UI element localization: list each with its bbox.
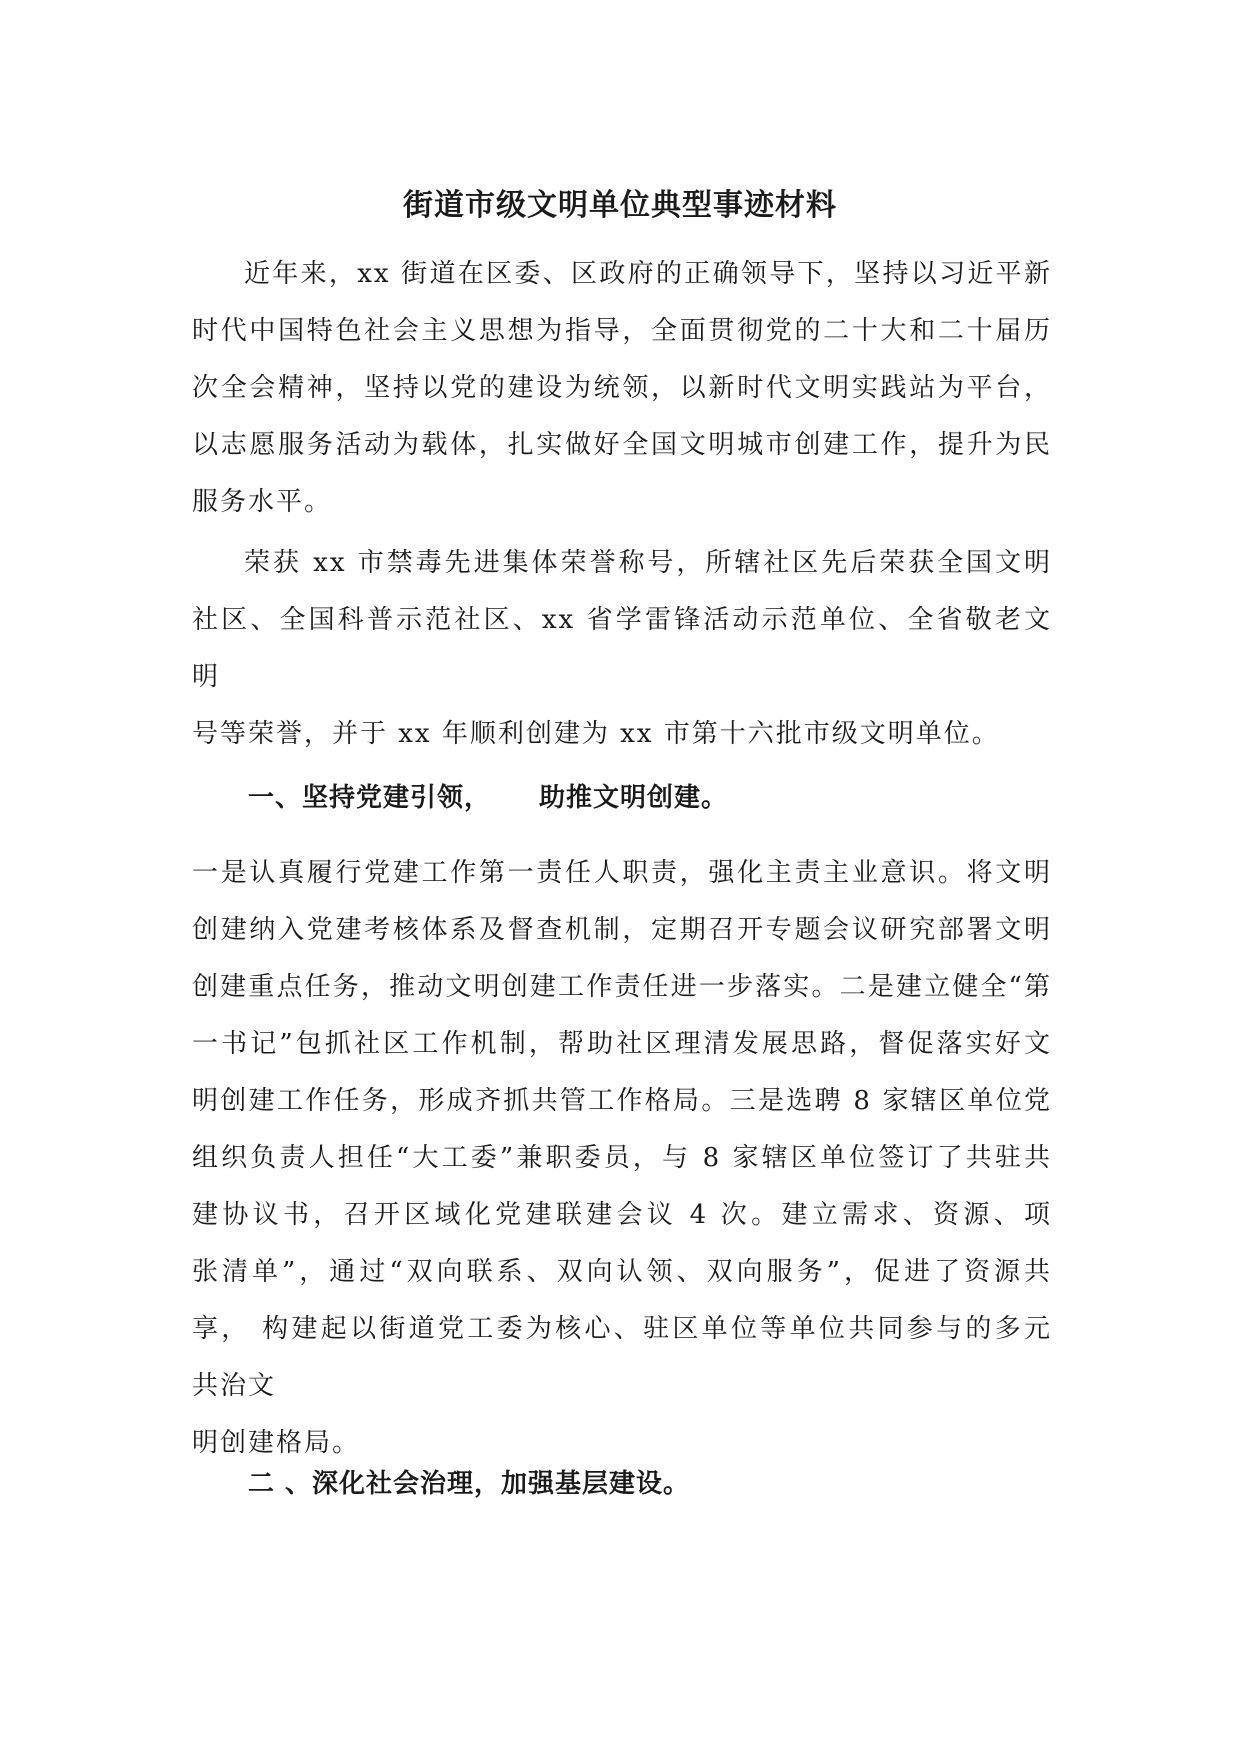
paragraph-line: 一书记”包抓社区工作机制，帮助社区理清发展思路，督促落实好文 <box>192 1029 1052 1059</box>
paragraph-line: 号等荣誉，并于 xx 年顺利创建为 xx 市第十六批市级文明单位。 <box>192 719 1000 749</box>
paragraph-line: 荣获 xx 市禁毒先进集体荣誉称号，所辖社区先后荣获全国文明 <box>244 548 1052 578</box>
paragraph-line: 以志愿服务活动为载体，扎实做好全国文明城市创建工作，提升为民 <box>192 430 1052 460</box>
section-heading-1-part1: 一、坚持党建引领， <box>248 783 492 813</box>
paragraph-party-building <box>192 845 1052 1472</box>
section-heading-1-part2: 助推文明创建。 <box>539 783 729 813</box>
paragraph-line: 创建重点任务，推动文明创建工作责任进一步落实。二是建立健全“第 <box>192 972 1052 1002</box>
paragraph-line: 一是认真履行党建工作第一责任人职责，强化主责主业意识。将文明 <box>192 858 1052 888</box>
section-heading-2: 二 、深化社会治理，加强基层建设。 <box>248 1469 691 1499</box>
paragraph-line: 创建纳入党建考核体系及督查机制，定期召开专题会议研究部署文明 <box>192 915 1052 945</box>
paragraph-line: 近年来，xx 街道在区委、区政府的正确领导下，坚持以习近平新 <box>244 259 1052 289</box>
paragraph-line: 组织负责人担任“大工委”兼职委员，与 8 家辖区单位签订了共驻共 <box>192 1143 1052 1173</box>
document-title: 街道市级文明单位典型事迹材料 <box>403 188 837 223</box>
paragraph-line: 建协议书，召开区域化党建联建会议 4 次。建立需求、资源、项 <box>192 1200 1052 1230</box>
paragraph-line: 明创建格局。 <box>192 1428 361 1458</box>
paragraph-line: 次全会精神，坚持以党的建设为统领，以新时代文明实践站为平台， <box>192 373 1052 403</box>
paragraph-intro <box>192 246 1052 531</box>
paragraph-line: 时代中国特色社会主义思想为指导，全面贯彻党的二十大和二十届历 <box>192 316 1052 346</box>
paragraph-line: 享， 构建起以街道党工委为核心、驻区单位等单位共同参与的多元 <box>192 1314 1052 1344</box>
paragraph-line: 明创建工作任务，形成齐抓共管工作格局。三是选聘 8 家辖区单位党 <box>192 1086 1052 1116</box>
paragraph-line: 共治文 <box>192 1371 277 1401</box>
paragraph-line: 社区、全国科普示范社区、xx 省学雷锋活动示范单位、全省敬老文 <box>192 605 1052 635</box>
section-heading-1 <box>248 778 728 818</box>
paragraph-line: 张清单”，通过“双向联系、双向认领、双向服务”，促进了资源共 <box>192 1257 1052 1287</box>
paragraph-line: 明 <box>192 662 221 692</box>
paragraph-honors <box>192 535 1052 763</box>
paragraph-line: 服务水平。 <box>192 487 333 517</box>
